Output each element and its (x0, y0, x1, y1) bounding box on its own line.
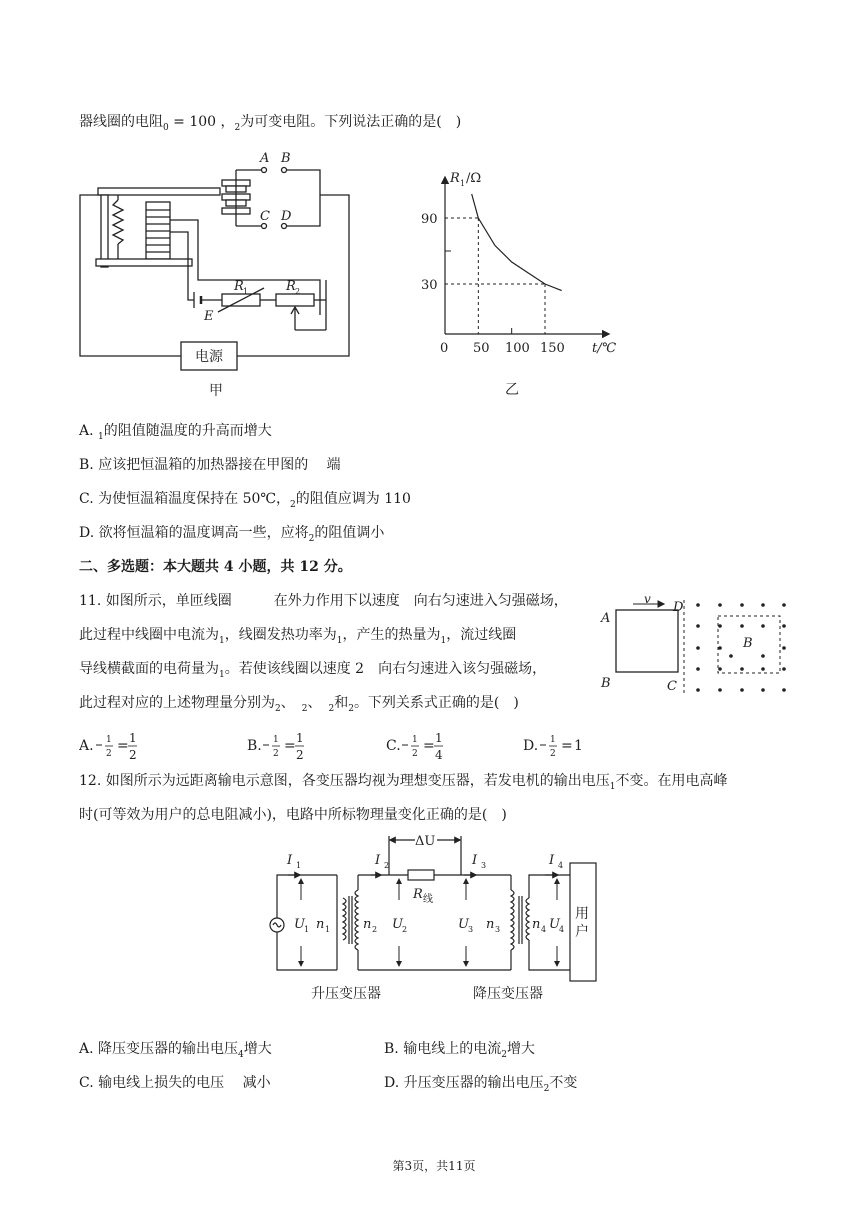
q11-opt-c-label: C. (386, 738, 401, 754)
q12-fig-U2-sub: 2 (402, 925, 408, 934)
q12-fig-user-1: 用 (575, 906, 589, 922)
q10-option-c (79, 489, 411, 511)
q12-option-a (79, 1039, 272, 1061)
q11-l4-s4: 2 (348, 704, 354, 714)
field-dot (740, 603, 744, 607)
q12-fig-U4-sub: 4 (559, 925, 565, 934)
field-dot (761, 603, 765, 607)
q11-opt-b-num: 1 (273, 735, 279, 745)
q11-opt-a-eq: = (117, 738, 129, 754)
q12-fig-U1: U (294, 917, 305, 932)
q12-line-2: 时(可等效为用户的总电阻减小)，电路中所标物理量变化正确的是( ) (79, 807, 507, 823)
q11-l2-a: 此过程中线圈中电流为 (79, 627, 219, 643)
q12-fig-I4: I (549, 853, 555, 868)
q12-fig-I1-sub: 1 (296, 861, 302, 870)
q11-opt-d-rval: 1 (574, 738, 583, 754)
q12-fig-n3-sub: 3 (495, 925, 501, 934)
q11-opt-a-rden: 2 (129, 748, 137, 762)
intro-sub-1: 0 (163, 123, 169, 133)
q11-l4-c: 、 (307, 695, 329, 711)
q11-opt-c-eq: = (423, 738, 435, 754)
figure-jia-relay-circuit (70, 140, 370, 405)
figure-q11-coil-field (595, 590, 800, 700)
field-dot (696, 624, 700, 628)
q12-fig-I1: I (287, 853, 293, 868)
q12-fig-n4: n (532, 917, 541, 932)
page-footer: 第3页，共11页 (392, 1159, 476, 1173)
q12-a-sub: 4 (238, 1050, 244, 1060)
jia-label-R2-sub: 2 (295, 287, 301, 296)
yi-caption: 乙 (505, 382, 519, 398)
q12-fig-I2-sub: 2 (384, 861, 390, 870)
q12-fig-U3-sub: 3 (468, 925, 474, 934)
q11-line-4 (79, 693, 519, 715)
q12-line-1 (79, 771, 727, 793)
q11-line-1: 11. 如图所示，单匝线圈 在外力作用下以速度 向右匀速进入匀强磁场， (79, 593, 568, 609)
field-dot (696, 667, 700, 671)
yi-plot-area (445, 194, 562, 334)
q10-c-pre: C. 为使恒温箱温度保持在 50℃， (79, 491, 291, 507)
jia-label-B: B (281, 151, 291, 166)
q12-fig-n1-sub: 1 (325, 925, 331, 934)
field-dot (718, 688, 722, 692)
q11-line-2 (79, 625, 516, 647)
field-dot (782, 688, 786, 692)
yi-xlabel: t/℃ (592, 341, 617, 356)
q11-opt-b-eq: = (284, 738, 296, 754)
q11-l4-d: 和 (334, 695, 349, 711)
field-dot (718, 646, 722, 650)
q10-option-b: B. 应该把恒温箱的加热器接在甲图的 端 (79, 457, 341, 473)
jia-label-E: E (204, 309, 214, 324)
q12-fig-I3: I (472, 853, 478, 868)
jia-label-C: C (260, 209, 270, 224)
q11-opt-b-rnum: 1 (296, 731, 304, 745)
q12-fig-n1: n (316, 917, 325, 932)
q11-fig-D: D (673, 600, 684, 615)
q12-fig-I2: I (375, 853, 381, 868)
q11-l3-a: 导线横截面的电荷量为 (79, 661, 219, 677)
field-dot (696, 646, 700, 650)
q11-l3-b: 。若使该线圈以速度 2 向右匀速进入该匀强磁场， (224, 661, 547, 677)
q10-d-post: 的阻值调小 (314, 525, 385, 541)
q10-option-d (79, 523, 384, 545)
q12-fig-U2: U (392, 917, 403, 932)
q10-d-sub: 2 (308, 534, 315, 544)
q11-l2-s1: 1 (219, 636, 225, 646)
q10-a-post: 的阻值随温度的升高而增大 (103, 423, 272, 439)
field-dot (729, 654, 733, 658)
q10-d-pre: D. 欲将恒温箱的温度调高一些，应将 (79, 525, 309, 541)
jia-power-label: 电源 (195, 349, 223, 365)
q12-fig-I3-sub: 3 (481, 861, 487, 870)
field-dot (718, 667, 722, 671)
q11-opt-a-rnum: 1 (129, 731, 137, 745)
q11-opt-d-eq: = (561, 738, 573, 754)
field-dot (696, 688, 700, 692)
q12-fig-n3: n (486, 917, 495, 932)
q11-l2-b: ，线圈发热功率为 (224, 627, 337, 643)
section-2-heading: 二、多选题：本大题共 4 小题，共 12 分。 (79, 559, 352, 575)
q11-l4-s2: 2 (301, 704, 308, 714)
q12-fig-R: R (413, 887, 423, 902)
q11-opt-b-den: 2 (273, 749, 279, 759)
q12-d-sub: 2 (543, 1084, 550, 1094)
field-dot (761, 688, 765, 692)
field-dot (761, 667, 765, 671)
field-dot (718, 624, 722, 628)
q12-option-c: C. 输电线上损失的电压 减小 (79, 1075, 271, 1091)
yi-ytick-30: 30 (421, 278, 438, 293)
yi-xtick-150: 150 (540, 341, 565, 356)
field-dot (782, 667, 786, 671)
field-dot (740, 667, 744, 671)
jia-caption: 甲 (209, 383, 223, 399)
q11-fig-C: C (667, 679, 677, 694)
field-dot (782, 603, 786, 607)
yi-ylabel: R (450, 171, 460, 186)
jia-label-R2: R (286, 279, 296, 294)
q11-l4-e: 。下列关系式正确的是( ) (353, 695, 519, 711)
r1-curve (472, 194, 562, 291)
q12-l1-s1: 1 (609, 782, 616, 792)
field-dot (740, 688, 744, 692)
q10-a-pre: A. (79, 423, 99, 439)
field-dot (761, 654, 765, 658)
intro-text-1: 器线圈的电阻 (79, 114, 163, 130)
intro-text-3: 为可变电阻。下列说法正确的是( ) (240, 114, 462, 130)
yi-xtick-100: 100 (505, 341, 530, 356)
q11-opt-c-num: 1 (412, 735, 418, 745)
q12-fig-n4-sub: 4 (541, 925, 547, 934)
q12-fig-dU: ΔU (415, 834, 436, 849)
q12-l1-a: 12. 如图所示为远距离输电示意图，各变压器均视为理想变压器，若发电机的输出电压 (79, 773, 610, 789)
q12-fig-step-up: 升压变压器 (311, 986, 381, 1002)
q12-option-d (384, 1073, 577, 1095)
q12-a-pre: A. 降压变压器的输出电压 (79, 1041, 239, 1057)
q12-fig-U4: U (549, 917, 560, 932)
q11-fig-B: B (601, 676, 611, 691)
field-dot (718, 603, 722, 607)
q11-opt-a-den: 2 (106, 749, 112, 759)
q12-a-post: 增大 (243, 1041, 272, 1057)
q12-fig-user-2: 户 (575, 924, 589, 940)
yi-ylabel-sub: 1 (460, 179, 466, 188)
q12-option-b (384, 1039, 535, 1061)
yi-ytick-90: 90 (421, 212, 438, 227)
q11-l2-s2: 1 (336, 636, 343, 646)
q11-opt-a-num: 1 (106, 735, 112, 745)
figure-q12-transmission (265, 830, 605, 1010)
q11-l2-s3: 1 (440, 636, 447, 646)
intro-sub-2: 2 (234, 123, 241, 133)
field-dot (782, 624, 786, 628)
q11-fig-v: v (644, 592, 651, 606)
q10-c-sub: 2 (290, 500, 296, 510)
q12-fig-n2: n (363, 917, 372, 932)
q11-opt-a-label: A. (79, 738, 94, 754)
q12-fig-R-sub: 线 (423, 894, 433, 905)
q11-opt-b-rden: 2 (296, 748, 304, 762)
q12-b-post: 增大 (506, 1041, 535, 1057)
q11-opt-d-label: D. (523, 738, 539, 754)
q11-l2-c: ，产生的热量为 (342, 627, 441, 643)
q12-fig-step-down: 降压变压器 (473, 986, 543, 1002)
q12-fig-n2-sub: 2 (372, 925, 378, 934)
yi-ylabel-unit: /Ω (466, 171, 482, 186)
q11-opt-c-rnum: 1 (435, 731, 443, 745)
q12-fig-I4-sub: 4 (558, 861, 564, 870)
q11-opt-c-den: 2 (412, 749, 418, 759)
q11-opt-d-den: 2 (550, 749, 556, 759)
jia-label-D: D (281, 209, 292, 224)
jia-label-R1-sub: 1 (243, 287, 249, 296)
q12-d-pre: D. 升压变压器的输出电压 (384, 1075, 544, 1091)
q12-b-sub: 2 (501, 1050, 507, 1060)
q11-line-3 (79, 659, 546, 681)
figure-yi-r1-t-graph (410, 150, 630, 405)
q11-l4-s1: 2 (275, 704, 281, 714)
intro-line (79, 112, 461, 134)
q10-c-post: 的阻值应调为 110 (295, 491, 411, 507)
jia-label-A: A (260, 151, 270, 166)
field-dot (740, 624, 744, 628)
q11-l3-s1: 1 (219, 670, 225, 680)
q11-fig-A: A (601, 611, 611, 626)
q12-fig-U3: U (458, 917, 469, 932)
field-dot (782, 646, 786, 650)
jia-label-R1: R (234, 279, 244, 294)
q12-fig-U1-sub: 1 (304, 925, 310, 934)
intro-text-2: = 100 ， (168, 114, 235, 130)
q11-l4-s3: 2 (328, 704, 335, 714)
yi-xtick-0: 0 (440, 341, 449, 356)
q11-opt-c-rden: 4 (435, 748, 443, 762)
q12-b-pre: B. 输电线上的电流 (384, 1041, 502, 1057)
q11-options (79, 728, 599, 764)
q11-l4-b: 、 (280, 695, 302, 711)
q11-l2-d: ，流过线圈 (446, 627, 517, 643)
q11-opt-b-label: B. (247, 738, 262, 754)
q10-option-a (79, 421, 272, 443)
q12-l1-b: 不变。在用电高峰 (615, 773, 728, 789)
q11-l4-a: 此过程对应的上述物理量分别为 (79, 695, 275, 711)
q10-a-sub: 1 (98, 432, 104, 442)
yi-xtick-50: 50 (473, 341, 490, 356)
field-dot (696, 603, 700, 607)
q11-opt-d-num: 1 (550, 735, 556, 745)
q12-d-post: 不变 (549, 1075, 578, 1091)
q11-fig-field-label: B (743, 636, 753, 651)
field-dot (761, 624, 765, 628)
